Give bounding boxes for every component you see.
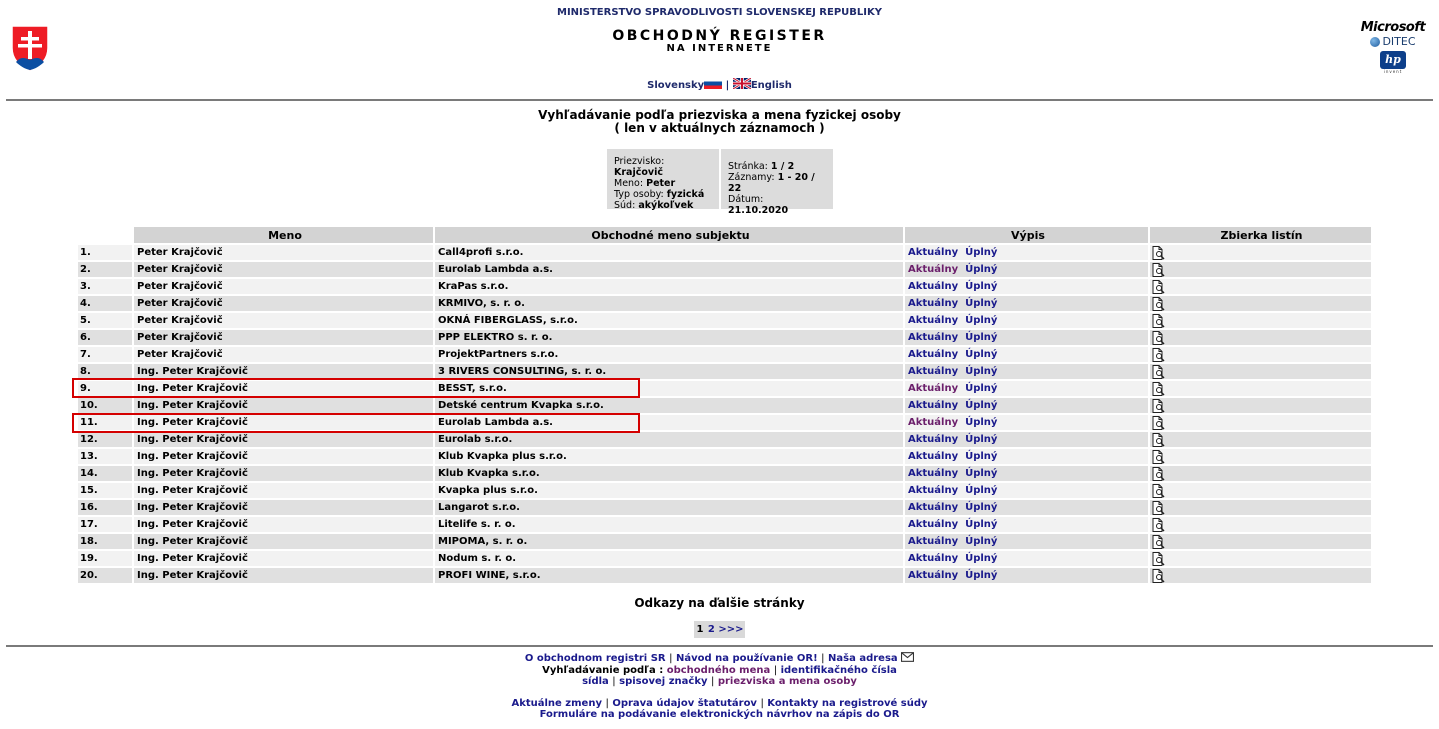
row-number: 10. bbox=[78, 398, 132, 413]
footer-line-4: Aktuálne zmeny | Oprava údajov štatutárov | Kontakty na registrové súdy bbox=[511, 697, 928, 709]
document-search-icon[interactable] bbox=[1152, 416, 1165, 430]
row-extract-links bbox=[903, 551, 1148, 566]
row-company-name: Kvapka plus s.r.o. bbox=[433, 483, 903, 498]
row-person-name: Ing. Peter Krajčovič bbox=[132, 534, 433, 549]
criteria-surname: Priezvisko: Krajčovič bbox=[614, 156, 665, 178]
row-extract-links bbox=[903, 517, 1148, 532]
document-search-icon[interactable] bbox=[1152, 314, 1165, 328]
footer-line-2: Vyhľadávanie podľa : obchodného mena | identifikačného čísla bbox=[542, 664, 897, 676]
table-row bbox=[78, 296, 1371, 311]
row-documents bbox=[1148, 517, 1371, 532]
row-extract-links bbox=[903, 245, 1148, 260]
row-number: 2. bbox=[78, 262, 132, 277]
info-date: Dátum: 21.10.2020 bbox=[728, 194, 789, 216]
row-person-name: Peter Krajčovič bbox=[132, 296, 433, 311]
search-criteria-panel bbox=[607, 149, 833, 216]
footer-search-by-person[interactable]: priezviska a mena osoby bbox=[717, 676, 857, 687]
row-number: 3. bbox=[78, 279, 132, 294]
table-row bbox=[78, 517, 1371, 532]
info-records: Záznamy: 1 - 20 / 22 bbox=[728, 172, 815, 194]
row-person-name: Ing. Peter Krajčovič bbox=[132, 466, 433, 481]
row-documents bbox=[1148, 381, 1371, 396]
pagination bbox=[694, 621, 745, 638]
results-table bbox=[78, 225, 1371, 585]
full-extract-link[interactable]: Úplný bbox=[965, 281, 998, 292]
row-company-name: KRMIVO, s. r. o. bbox=[433, 296, 903, 311]
row-number: 1. bbox=[78, 245, 132, 260]
document-search-icon[interactable] bbox=[1152, 467, 1165, 481]
criteria-type: Typ osoby: fyzická bbox=[614, 189, 705, 200]
row-extract-links bbox=[903, 398, 1148, 413]
row-person-name: Ing. Peter Krajčovič bbox=[132, 432, 433, 447]
row-documents bbox=[1148, 568, 1371, 583]
row-person-name: Ing. Peter Krajčovič bbox=[132, 364, 433, 379]
footer-links bbox=[0, 652, 1439, 721]
slovak-flag-icon[interactable] bbox=[704, 78, 722, 89]
ministry-name: MINISTERSTVO SPRAVODLIVOSTI SLOVENSKEJ REPUBLIKY bbox=[557, 7, 882, 18]
full-extract-link[interactable]: Úplný bbox=[965, 468, 998, 479]
row-documents bbox=[1148, 364, 1371, 379]
footer-about-link[interactable]: O obchodnom registri SR bbox=[524, 653, 666, 664]
row-extract-links bbox=[903, 296, 1148, 311]
table-row bbox=[78, 551, 1371, 566]
row-person-name: Ing. Peter Krajčovič bbox=[132, 483, 433, 498]
hp-tagline: invent bbox=[1383, 69, 1403, 74]
row-extract-links bbox=[903, 313, 1148, 328]
table-row bbox=[78, 262, 1371, 277]
row-documents bbox=[1148, 449, 1371, 464]
row-documents bbox=[1148, 245, 1371, 260]
row-number: 12. bbox=[78, 432, 132, 447]
current-extract-link[interactable]: Aktuálny bbox=[908, 570, 959, 581]
info-page: Stránka: 1 / 2 bbox=[728, 161, 795, 172]
row-company-name: Call4profi s.r.o. bbox=[433, 245, 903, 260]
full-extract-link[interactable]: Úplný bbox=[965, 383, 998, 394]
row-documents bbox=[1148, 398, 1371, 413]
header-extract: Výpis bbox=[903, 227, 1148, 243]
current-extract-link[interactable]: Aktuálny bbox=[908, 264, 959, 275]
search-subtitle: ( len v aktuálnych záznamoch ) bbox=[614, 121, 825, 135]
site-title: OBCHODNÝ REGISTER bbox=[612, 28, 827, 44]
row-company-name: Klub Kvapka plus s.r.o. bbox=[433, 449, 903, 464]
row-number: 8. bbox=[78, 364, 132, 379]
site-header bbox=[0, 7, 1439, 55]
document-search-icon[interactable] bbox=[1152, 382, 1165, 396]
document-search-icon[interactable] bbox=[1152, 450, 1165, 464]
row-number: 13. bbox=[78, 449, 132, 464]
language-switcher bbox=[0, 78, 1439, 91]
row-number: 7. bbox=[78, 347, 132, 362]
highlight-row-9 bbox=[72, 378, 640, 398]
document-search-icon[interactable] bbox=[1152, 535, 1165, 549]
criteria-court: Súd: akýkoľvek bbox=[614, 200, 694, 211]
hp-logo: hp bbox=[1380, 51, 1406, 69]
row-person-name: Ing. Peter Krajčovič bbox=[132, 551, 433, 566]
table-row bbox=[78, 466, 1371, 481]
row-extract-links bbox=[903, 279, 1148, 294]
footer-search-by-file-mark[interactable]: spisovej značky bbox=[619, 676, 708, 687]
row-extract-links bbox=[903, 262, 1148, 277]
row-company-name: MIPOMA, s. r. o. bbox=[433, 534, 903, 549]
row-documents bbox=[1148, 551, 1371, 566]
table-row bbox=[78, 279, 1371, 294]
current-extract-link[interactable]: Aktuálny bbox=[908, 247, 959, 258]
row-person-name: Peter Krajčovič bbox=[132, 279, 433, 294]
search-criteria-box bbox=[607, 149, 719, 209]
footer-search-prefix: Vyhľadávanie podľa : bbox=[542, 664, 664, 676]
row-person-name: Ing. Peter Krajčovič bbox=[132, 398, 433, 413]
row-extract-links bbox=[903, 449, 1148, 464]
row-company-name: Eurolab Lambda a.s. bbox=[433, 415, 903, 430]
full-extract-link[interactable]: Úplný bbox=[965, 400, 998, 411]
row-number: 17. bbox=[78, 517, 132, 532]
row-number: 9. bbox=[78, 381, 132, 396]
footer-divider bbox=[6, 645, 1433, 647]
header-divider bbox=[6, 99, 1433, 101]
row-documents bbox=[1148, 279, 1371, 294]
table-row bbox=[78, 500, 1371, 515]
full-extract-link[interactable]: Úplný bbox=[965, 332, 998, 343]
row-extract-links bbox=[903, 568, 1148, 583]
document-search-icon[interactable] bbox=[1152, 433, 1165, 447]
table-header-row bbox=[78, 227, 1371, 243]
row-extract-links bbox=[903, 381, 1148, 396]
row-documents bbox=[1148, 466, 1371, 481]
row-extract-links bbox=[903, 483, 1148, 498]
document-search-icon[interactable] bbox=[1152, 348, 1165, 362]
row-person-name: Ing. Peter Krajčovič bbox=[132, 415, 433, 430]
criteria-name: Meno: Peter bbox=[614, 178, 676, 189]
current-extract-link[interactable]: Aktuálny bbox=[908, 298, 959, 309]
footer-search-by-seat[interactable]: sídla bbox=[582, 676, 609, 687]
current-extract-link[interactable]: Aktuálny bbox=[908, 434, 959, 445]
footer-search-by-id[interactable]: identifikačného čísla bbox=[780, 664, 897, 676]
row-documents bbox=[1148, 262, 1371, 277]
footer-guide-link[interactable]: Návod na používanie OR! bbox=[675, 653, 818, 664]
table-row bbox=[78, 364, 1371, 379]
microsoft-logo: Microsoft bbox=[1360, 20, 1426, 35]
header-number bbox=[78, 227, 132, 243]
row-documents bbox=[1148, 313, 1371, 328]
ditec-logo bbox=[1358, 35, 1428, 49]
table-row bbox=[78, 483, 1371, 498]
row-number: 20. bbox=[78, 568, 132, 583]
row-number: 19. bbox=[78, 551, 132, 566]
row-number: 6. bbox=[78, 330, 132, 345]
row-company-name: Langarot s.r.o. bbox=[433, 500, 903, 515]
full-extract-link[interactable]: Úplný bbox=[965, 315, 998, 326]
current-extract-link[interactable]: Aktuálny bbox=[908, 383, 959, 394]
row-number: 18. bbox=[78, 534, 132, 549]
row-company-name: Litelife s. r. o. bbox=[433, 517, 903, 532]
document-search-icon[interactable] bbox=[1152, 569, 1165, 583]
row-extract-links bbox=[903, 347, 1148, 362]
row-extract-links bbox=[903, 432, 1148, 447]
row-documents bbox=[1148, 483, 1371, 498]
row-person-name: Ing. Peter Krajčovič bbox=[132, 568, 433, 583]
footer-forms-link[interactable]: Formuláre na podávanie elektronických návrhov na zápis do OR bbox=[539, 709, 900, 720]
footer-contacts-link[interactable]: Kontakty na registrové súdy bbox=[767, 697, 928, 709]
row-company-name: 3 RIVERS CONSULTING, s. r. o. bbox=[433, 364, 903, 379]
full-extract-link[interactable]: Úplný bbox=[965, 417, 998, 428]
footer-line-5 bbox=[0, 709, 1439, 721]
full-extract-link[interactable]: Úplný bbox=[965, 264, 998, 275]
table-row bbox=[78, 313, 1371, 328]
row-extract-links bbox=[903, 415, 1148, 430]
current-extract-link[interactable]: Aktuálny bbox=[908, 281, 959, 292]
page-2-link[interactable]: 2 bbox=[707, 624, 715, 635]
row-company-name: Klub Kvapka s.r.o. bbox=[433, 466, 903, 481]
document-search-icon[interactable] bbox=[1152, 484, 1165, 498]
full-extract-link[interactable]: Úplný bbox=[965, 349, 998, 360]
ditec-globe-icon bbox=[1370, 37, 1380, 47]
full-extract-link[interactable]: Úplný bbox=[965, 298, 998, 309]
current-extract-link[interactable]: Aktuálny bbox=[908, 519, 959, 530]
row-company-name: Detské centrum Kvapka s.r.o. bbox=[433, 398, 903, 413]
header-name: Meno bbox=[132, 227, 433, 243]
document-search-icon[interactable] bbox=[1152, 297, 1165, 311]
row-extract-links bbox=[903, 330, 1148, 345]
row-number: 16. bbox=[78, 500, 132, 515]
language-english-link[interactable]: English bbox=[750, 80, 792, 91]
row-company-name: Nodum s. r. o. bbox=[433, 551, 903, 566]
results-info-box bbox=[721, 149, 833, 216]
current-extract-link[interactable]: Aktuálny bbox=[908, 468, 959, 479]
row-documents bbox=[1148, 432, 1371, 447]
row-extract-links bbox=[903, 500, 1148, 515]
document-search-icon[interactable] bbox=[1152, 246, 1165, 260]
current-extract-link[interactable]: Aktuálny bbox=[908, 502, 959, 513]
row-number: 14. bbox=[78, 466, 132, 481]
table-row bbox=[78, 568, 1371, 583]
row-number: 4. bbox=[78, 296, 132, 311]
footer-search-by-business-name[interactable]: obchodného mena bbox=[666, 664, 771, 676]
table-row bbox=[78, 330, 1371, 345]
pagination-title: Odkazy na ďalšie stránky bbox=[634, 596, 805, 610]
full-extract-link[interactable]: Úplný bbox=[965, 366, 998, 377]
row-number: 11. bbox=[78, 415, 132, 430]
row-extract-links bbox=[903, 466, 1148, 481]
row-company-name: Eurolab s.r.o. bbox=[433, 432, 903, 447]
row-company-name: OKNÁ FIBERGLASS, s.r.o. bbox=[433, 313, 903, 328]
language-slovak-link[interactable]: Slovensky bbox=[647, 80, 705, 91]
row-person-name: Ing. Peter Krajčovič bbox=[132, 500, 433, 515]
row-documents bbox=[1148, 415, 1371, 430]
row-number: 15. bbox=[78, 483, 132, 498]
current-extract-link[interactable]: Aktuálny bbox=[908, 553, 959, 564]
site-subtitle: NA INTERNETE bbox=[666, 43, 773, 54]
full-extract-link[interactable]: Úplný bbox=[965, 485, 998, 496]
full-extract-link[interactable]: Úplný bbox=[965, 502, 998, 513]
full-extract-link[interactable]: Úplný bbox=[965, 536, 998, 547]
page-1-link[interactable]: 1 bbox=[696, 624, 704, 635]
row-documents bbox=[1148, 330, 1371, 345]
row-documents bbox=[1148, 534, 1371, 549]
full-extract-link[interactable]: Úplný bbox=[965, 570, 998, 581]
row-extract-links bbox=[903, 364, 1148, 379]
table-row bbox=[78, 432, 1371, 447]
row-person-name: Peter Krajčovič bbox=[132, 347, 433, 362]
footer-line-1: O obchodnom registri SR | Návod na používanie OR! | Naša adresa bbox=[0, 652, 1439, 665]
row-documents bbox=[1148, 347, 1371, 362]
language-separator: | bbox=[725, 80, 730, 91]
row-documents bbox=[1148, 500, 1371, 515]
current-extract-link[interactable]: Aktuálny bbox=[908, 451, 959, 462]
current-extract-link[interactable]: Aktuálny bbox=[908, 400, 959, 411]
current-extract-link[interactable]: Aktuálny bbox=[908, 417, 959, 428]
search-title: Vyhľadávanie podľa priezviska a mena fyzickej osoby bbox=[538, 108, 901, 122]
current-extract-link[interactable]: Aktuálny bbox=[908, 315, 959, 326]
document-search-icon[interactable] bbox=[1152, 552, 1165, 566]
row-company-name: PPP ELEKTRO s. r. o. bbox=[433, 330, 903, 345]
table-row bbox=[78, 534, 1371, 549]
header-documents: Zbierka listín bbox=[1148, 227, 1371, 243]
sponsor-logos bbox=[1358, 20, 1428, 75]
current-extract-link[interactable]: Aktuálny bbox=[908, 349, 959, 360]
row-person-name: Ing. Peter Krajčovič bbox=[132, 381, 433, 396]
row-person-name: Peter Krajčovič bbox=[132, 262, 433, 277]
row-company-name: ProjektPartners s.r.o. bbox=[433, 347, 903, 362]
row-company-name: BESST, s.r.o. bbox=[433, 381, 903, 396]
footer-line-3: sídla | spisovej značky | priezviska a mena osoby bbox=[582, 676, 857, 687]
footer-address-link[interactable]: Naša adresa bbox=[828, 653, 898, 664]
search-heading bbox=[0, 109, 1439, 135]
footer-correction-link[interactable]: Oprava údajov štatutárov bbox=[612, 697, 757, 709]
document-search-icon[interactable] bbox=[1152, 518, 1165, 532]
full-extract-link[interactable]: Úplný bbox=[965, 434, 998, 445]
table-row bbox=[78, 245, 1371, 260]
document-search-icon[interactable] bbox=[1152, 501, 1165, 515]
table-row bbox=[78, 449, 1371, 464]
current-extract-link[interactable]: Aktuálny bbox=[908, 485, 959, 496]
uk-flag-icon[interactable] bbox=[733, 78, 751, 89]
header-company: Obchodné meno subjektu bbox=[433, 227, 903, 243]
footer-current-changes[interactable]: Aktuálne zmeny bbox=[511, 697, 602, 709]
document-search-icon[interactable] bbox=[1152, 263, 1165, 277]
full-extract-link[interactable]: Úplný bbox=[965, 519, 998, 530]
document-search-icon[interactable] bbox=[1152, 365, 1165, 379]
current-extract-link[interactable]: Aktuálny bbox=[908, 332, 959, 343]
full-extract-link[interactable]: Úplný bbox=[965, 553, 998, 564]
table-row bbox=[78, 347, 1371, 362]
full-extract-link[interactable]: Úplný bbox=[965, 451, 998, 462]
row-company-name: Eurolab Lambda a.s. bbox=[433, 262, 903, 277]
document-search-icon[interactable] bbox=[1152, 331, 1165, 345]
mail-icon[interactable] bbox=[901, 652, 914, 662]
row-company-name: KraPas s.r.o. bbox=[433, 279, 903, 294]
highlight-row-11 bbox=[72, 413, 640, 433]
ditec-label: DITEC bbox=[1382, 35, 1416, 48]
row-number: 5. bbox=[78, 313, 132, 328]
full-extract-link[interactable]: Úplný bbox=[965, 247, 998, 258]
row-company-name: PROFI WINE, s.r.o. bbox=[433, 568, 903, 583]
row-person-name: Peter Krajčovič bbox=[132, 313, 433, 328]
row-person-name: Peter Krajčovič bbox=[132, 330, 433, 345]
row-person-name: Peter Krajčovič bbox=[132, 245, 433, 260]
current-extract-link[interactable]: Aktuálny bbox=[908, 366, 959, 377]
current-extract-link[interactable]: Aktuálny bbox=[908, 536, 959, 547]
row-documents bbox=[1148, 296, 1371, 311]
document-search-icon[interactable] bbox=[1152, 399, 1165, 413]
next-pages-link[interactable]: >>> bbox=[718, 624, 744, 635]
table-row bbox=[78, 398, 1371, 413]
row-person-name: Ing. Peter Krajčovič bbox=[132, 449, 433, 464]
row-extract-links bbox=[903, 534, 1148, 549]
document-search-icon[interactable] bbox=[1152, 280, 1165, 294]
row-person-name: Ing. Peter Krajčovič bbox=[132, 517, 433, 532]
